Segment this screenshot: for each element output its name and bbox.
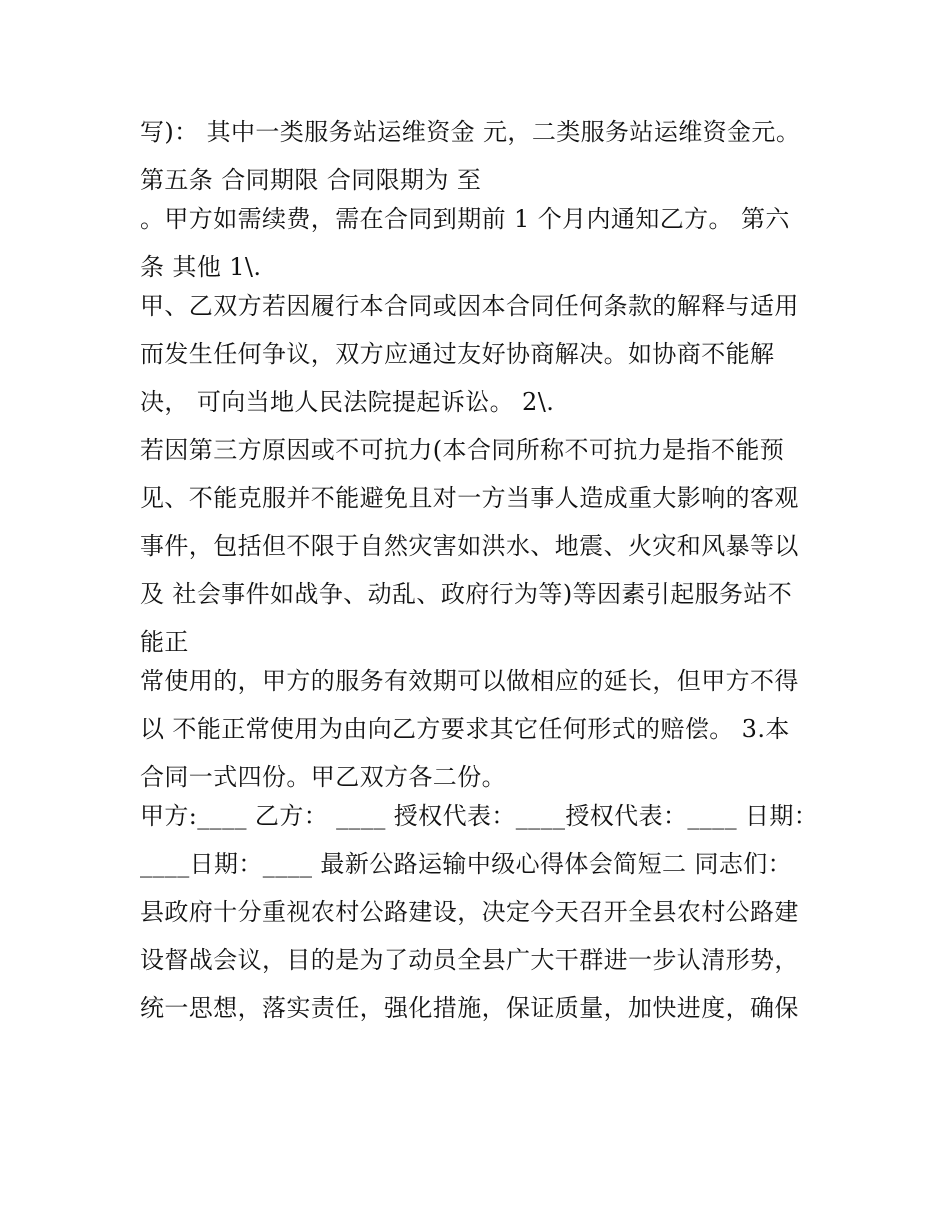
text-line: 第五条 合同期限 合同限期为 至 [140,166,482,194]
text-line: ____日期：____ 最新公路运输中级心得体会简短二 同志们： [140,850,793,878]
text-line: 设督战会议，目的是为了动员全县广大干群进一步认清形势， [140,946,799,974]
text-line: 决， 可向当地人民法院提起诉讼。 2\. [140,388,555,416]
text-line: 。甲方如需续费，需在合同到期前 1 个月内通知乙方。 第六 [140,205,790,233]
text-line: 甲方:____ 乙方： ____ 授权代表：____授权代表：____ 日期： [140,802,819,830]
text-line: 而发生任何争议，双方应通过友好协商解决。如协商不能解 [140,340,775,368]
text-line: 见、不能克服并不能避免且对一方当事人造成重大影响的客观 [140,484,799,512]
text-line: 统一思想，落实责任，强化措施，保证质量，加快进度，确保 [140,994,799,1022]
text-line: 甲、乙双方若因履行本合同或因本合同任何条款的解释与适用 [140,292,799,320]
text-line: 县政府十分重视农村公路建设，决定今天召开全县农村公路建 [140,898,799,926]
text-line: 事件，包括但不限于自然灾害如洪水、地震、火灾和风暴等以 [140,532,799,560]
text-line: 常使用的，甲方的服务有效期可以做相应的延长，但甲方不得 [140,667,799,695]
text-line: 条 其他 1\. [140,253,262,281]
text-line: 能正 [140,628,189,656]
text-line: 写)： 其中一类服务站运维资金 元，二类服务站运维资金元。 [140,118,801,146]
text-line: 若因第三方原因或不可抗力(本合同所称不可抗力是指不能预 [140,436,785,464]
document-body [140,108,820,1032]
text-line: 及 社会事件如战争、动乱、政府行为等)等因素引起服务站不 [140,580,793,608]
text-line: 以 不能正常使用为由向乙方要求其它任何形式的赔偿。 3.本 [140,715,790,743]
text-line: 合同一式四份。甲乙双方各二份。 [140,763,506,791]
